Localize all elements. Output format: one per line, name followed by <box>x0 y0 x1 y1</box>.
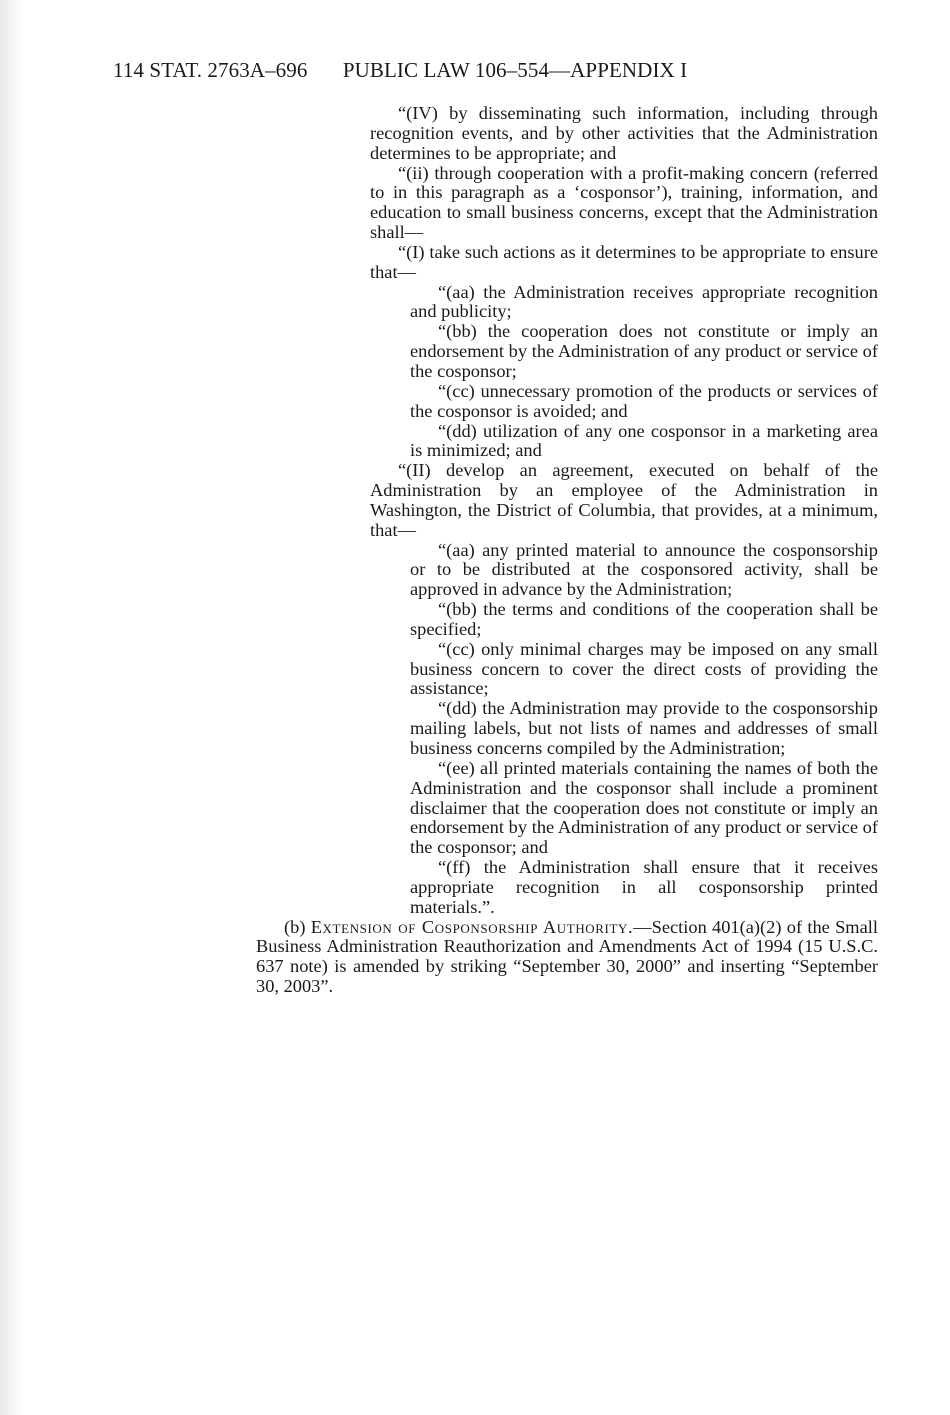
item-aa-recognition: “(aa) the Administration receives appropriate recognition and publicity; <box>410 281 878 322</box>
page-edge-shadow <box>0 0 22 1415</box>
item-aa-printed-material: “(aa) any printed material to announce the cosponsorship or to be distributed at the cosponsored activity, shall be approved in advance by the Administration; <box>410 539 878 600</box>
subsection-heading: Extension of Cosponsorship Authority. <box>310 916 634 937</box>
item-bb-endorsement: “(bb) the cooperation does not constitute or imply an endorsement by the Administration of any product or service of the cosponsor; <box>410 321 878 381</box>
statute-citation: 114 STAT. 2763A–696 <box>113 58 308 82</box>
item-dd-utilization: “(dd) utilization of any one cosponsor in a marketing area is minimized; and <box>410 420 878 461</box>
item-cc-charges: “(cc) only minimal charges may be imposed on any small business concern to cover the direct costs of providing the assistance; <box>410 638 878 699</box>
item-ff-recognition: “(ff) the Administration shall ensure that it receives appropriate recognition in all cosponsorship printed materials.”. <box>410 857 878 917</box>
subclause-i: “(I) take such actions as it determines to be appropriate to ensure that— <box>370 241 878 282</box>
item-ee-disclaimer: “(ee) all printed materials containing the names of both the Administration and the cosponsor shall include a prominent disclaimer that the cooperation does not constitute or imply an endorsement by the Administration of any product or service of the cosponsor; and <box>410 757 878 858</box>
page-body <box>256 104 878 997</box>
clause-iv: “(IV) by disseminating such information, including through recognition events, and by other activities that the Administration determines to be appropriate; and <box>370 103 878 163</box>
item-dd-mailing-labels: “(dd) the Administration may provide to the cosponsorship mailing labels, but not lists of names and addresses of small business concerns compiled by the Administration; <box>410 698 878 758</box>
law-title: PUBLIC LAW 106–554—APPENDIX I <box>342 58 688 82</box>
item-bb-terms: “(bb) the terms and conditions of the cooperation shall be specified; <box>410 599 878 639</box>
subsection-b <box>256 918 878 997</box>
subsection-designator: (b) <box>284 916 306 937</box>
subclause-ii: “(II) develop an agreement, executed on behalf of the Administration by an employee of the Administration in Washington, the District of Columbia, that provides, at a minimum, that— <box>370 460 878 540</box>
subsection-text: —Section 401(a)(2) of the Small Business Administration Reauthorization and Amendments Act of 1994 (15 U.S.C. 637 note) is amended by striking “September 30, 2000” and inserting “September 30, 2003”. <box>256 916 878 997</box>
page-header <box>113 58 687 83</box>
item-cc-promotion: “(cc) unnecessary promotion of the products or services of the cosponsor is avoided; and <box>410 380 878 421</box>
clause-ii: “(ii) through cooperation with a profit-making concern (referred to in this paragraph as a ‘cosponsor’), training, information, and education to small business concerns, except that the Administration shall— <box>370 162 878 243</box>
